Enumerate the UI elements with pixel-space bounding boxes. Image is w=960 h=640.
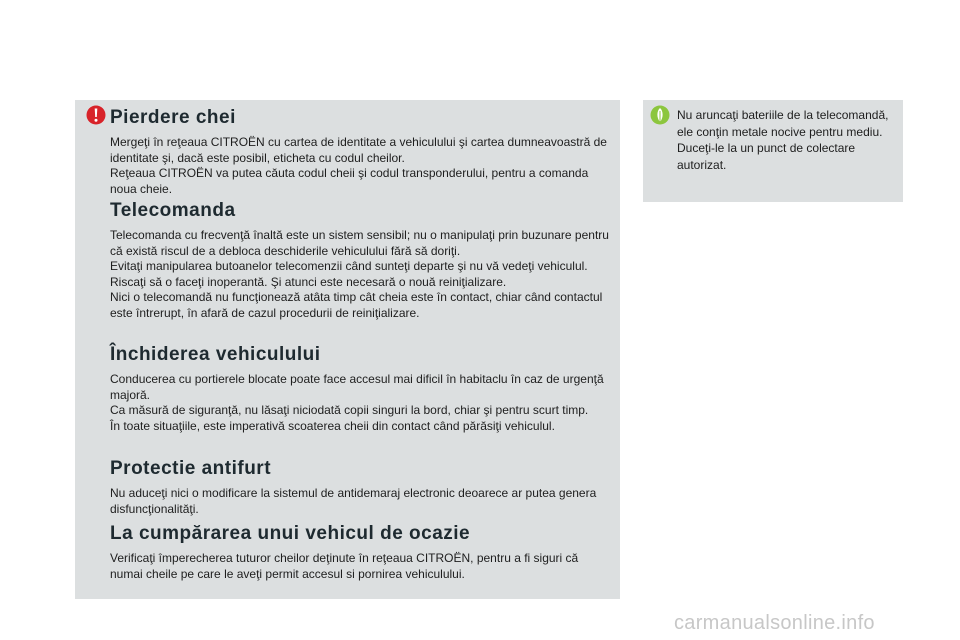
section-body: Telecomanda cu frecvenţă înaltă este un sistem sensibil; nu o manipulaţi prin buzunare pentru că există riscul de a debloca deschiderile vehiculului fără să doriţi. Evitaţi manipularea butoanelor telecomenzii când sunteţi departe şi nu vă vedeţi vehiculul. Riscaţi să o faceţi inoperantă. Şi atunci este necesară o nouă reiniţializare. Nici o telecomandă nu funcţionează atâta timp cât cheia este în contact, chiar când contactul este întrerupt, în afară de cazul procedurii de reiniţializare. xyxy=(110,228,609,320)
section-body: Nu aduceţi nici o modificare la sistemul de antidemaraj electronic deoarece ar putea genera disfuncţionalităţi. xyxy=(110,486,597,516)
section-vehicul-ocazie xyxy=(110,523,610,582)
section-pierdere-chei xyxy=(110,107,610,197)
section-heading: La cumpărarea unui vehicul de ocazie xyxy=(110,523,471,544)
section-body: Conducerea cu portierele blocate poate face accesul mai dificil în habitaclu în caz de urgenţă majoră. Ca măsură de siguranţă, nu lăsaţi niciodată copii singuri la bord, chiar şi pentru scurt timp. În toate situaţiile, este imperativă scoaterea cheii din contact când părăsiţi vehiculul. xyxy=(110,372,604,433)
section-heading: Telecomanda xyxy=(110,200,236,221)
section-body: Mergeţi în reţeaua CITROËN cu cartea de identitate a vehiculului şi cartea dumneavoastră de identitate şi, dacă este posibil, eticheta cu codul cheilor. Reţeaua CITROËN va putea căuta codul cheii şi codul transponderului, pentru a comanda noua cheie. xyxy=(110,135,607,196)
section-heading: Protectie antifurt xyxy=(110,458,272,479)
section-heading: Închiderea vehiculului xyxy=(110,344,321,365)
watermark: carmanualsonline.info xyxy=(674,612,875,634)
section-heading: Pierdere chei xyxy=(110,107,236,128)
section-telecomanda xyxy=(110,200,610,322)
section-protectie-antifurt xyxy=(110,458,610,517)
eco-icon xyxy=(650,105,670,125)
section-body: Verificaţi împerecherea tuturor cheilor deţinute în reţeaua CITROËN, pentru a fi siguri că numai cheile pe care le aveţi permit accesul si pornirea vehiculului. xyxy=(110,551,579,581)
eco-note-text: Nu aruncaţi bateriile de la telecomandă, ele conţin metale nocive pentru mediu. Duceţi-le la un punct de colectare autorizat. xyxy=(677,108,889,172)
warning-icon xyxy=(86,105,106,125)
section-inchiderea-vehiculului xyxy=(110,344,610,434)
